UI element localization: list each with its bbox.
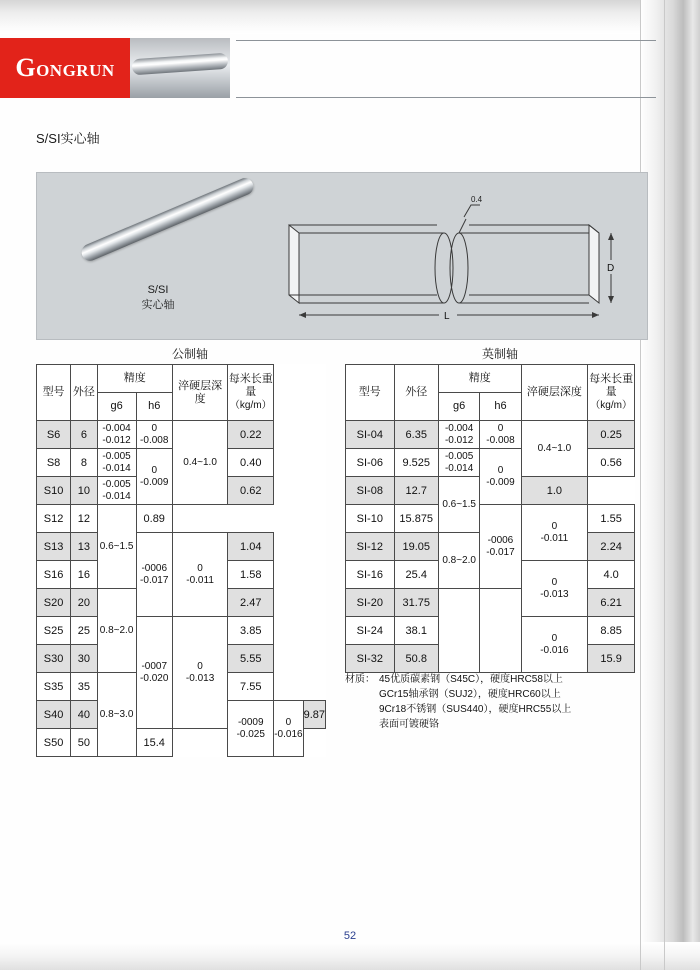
- cell-h6-tolerance: 0 -0.009: [136, 449, 172, 505]
- cell-od: 6.35: [394, 421, 438, 449]
- cell-weight: 3.85: [228, 617, 274, 645]
- material-note-line: 9Cr18不锈钢（SUS440），硬度HRC55以上: [379, 704, 572, 715]
- col-weight: [228, 365, 274, 421]
- material-note-lines: [379, 672, 645, 732]
- table-row: [37, 533, 326, 561]
- cell-weight: 0.56: [588, 449, 635, 477]
- cell-g6-tolerance: -0009 -0.025: [228, 701, 274, 757]
- cell-model: SI-20: [346, 589, 395, 617]
- page-title: S/SI实心轴: [36, 131, 100, 146]
- cell-hardened-depth: 0.6~1.5: [97, 505, 136, 589]
- cell-model: S13: [37, 533, 71, 561]
- page-curl-line: [640, 0, 641, 970]
- cell-g6-tolerance: -0.004 -0.012: [438, 421, 480, 449]
- cell-model: SI-10: [346, 505, 395, 533]
- figure-caption-line1: S/SI: [147, 284, 169, 296]
- inch-table-caption: 英制轴: [482, 347, 519, 361]
- cell-od: 38.1: [394, 617, 438, 645]
- cell-model: SI-06: [346, 449, 395, 477]
- cell-hardened-depth: [480, 589, 521, 673]
- cell-model: SI-12: [346, 533, 395, 561]
- cell-model: SI-32: [346, 645, 395, 673]
- col-g6: g6: [438, 393, 480, 421]
- table-row: [37, 421, 326, 449]
- cell-g6-tolerance: -0006 -0.017: [480, 505, 521, 589]
- roughness-label: 0.4: [471, 195, 483, 204]
- cell-hardened-depth: 0.4~1.0: [521, 421, 588, 477]
- table-header-row: [37, 365, 326, 393]
- cell-hardened-depth: 0.8~2.0: [438, 533, 480, 589]
- col-weight-label: 每米长重量: [589, 373, 634, 398]
- cell-od: 13: [71, 533, 97, 561]
- col-hardened-depth: 淬硬层深度: [521, 365, 588, 421]
- cell-weight: 6.21: [588, 589, 635, 617]
- metric-table-body: [37, 421, 326, 757]
- cell-model: S25: [37, 617, 71, 645]
- col-weight-unit: （kg/m）: [590, 400, 632, 411]
- cell-hardened-depth: 0.8~3.0: [97, 673, 136, 757]
- metric-table-caption: 公制轴: [172, 347, 209, 361]
- cell-weight: 15.4: [136, 729, 172, 757]
- cell-od: 50.8: [394, 645, 438, 673]
- material-note-line: 45优质碳素钢（S45C），硬度HRC58以上: [379, 674, 563, 685]
- col-weight: [588, 365, 635, 421]
- cell-model: S30: [37, 645, 71, 673]
- cell-model: SI-16: [346, 561, 395, 589]
- cell-od: 25: [71, 617, 97, 645]
- cell-weight: 15.9: [588, 645, 635, 673]
- col-weight-label: 每米长重量: [228, 373, 273, 398]
- cell-weight: 4.0: [588, 561, 635, 589]
- cell-model: S6: [37, 421, 71, 449]
- cell-weight: 2.24: [588, 533, 635, 561]
- brand-logo-initial: G: [15, 53, 37, 82]
- page-number: 52: [343, 930, 357, 942]
- cell-h6-tolerance: 0 -0.016: [274, 701, 303, 757]
- cell-od: 10: [71, 477, 97, 505]
- material-note-label: 材质：: [345, 674, 375, 685]
- table-row: [346, 505, 635, 533]
- cell-model: S40: [37, 701, 71, 729]
- cell-hardened-depth: 0.4~1.0: [172, 421, 227, 505]
- cell-weight: 0.40: [228, 449, 274, 477]
- diameter-label: D: [607, 263, 615, 274]
- cell-h6-tolerance: 0 -0.013: [521, 561, 588, 617]
- product-figure: [36, 172, 648, 340]
- page-right-edge: [640, 0, 700, 970]
- cell-model: SI-08: [346, 477, 395, 505]
- cell-weight: 1.55: [588, 505, 635, 533]
- col-precision: 精度: [438, 365, 521, 393]
- brand-logo-text: [15, 53, 114, 83]
- cell-g6-tolerance: -0.004 -0.012: [97, 421, 136, 449]
- cell-od: 20: [71, 589, 97, 617]
- cell-h6-tolerance: 0 -0.011: [172, 533, 227, 617]
- cell-model: S8: [37, 449, 71, 477]
- cell-weight: 1.04: [228, 533, 274, 561]
- brand-logo-rest: ONGRUN: [36, 61, 115, 80]
- page-top-edge: [0, 0, 700, 34]
- cell-model: S10: [37, 477, 71, 505]
- table-row: [346, 421, 635, 449]
- cell-weight: 1.58: [228, 561, 274, 589]
- table-row: [37, 505, 326, 533]
- cell-h6-tolerance: 0 -0.008: [136, 421, 172, 449]
- material-note-line: GCr15轴承钢（SUJ2），硬度HRC60以上: [379, 689, 561, 700]
- material-note-line: 表面可镀硬铬: [379, 719, 439, 730]
- cell-weight: 1.0: [521, 477, 588, 505]
- cell-weight: 0.89: [136, 505, 172, 533]
- header-rule: [236, 40, 656, 98]
- cell-hardened-depth: 0.6~1.5: [438, 477, 480, 533]
- col-od: 外径: [394, 365, 438, 421]
- col-g6: g6: [97, 393, 136, 421]
- cell-weight: 7.55: [228, 673, 274, 701]
- cell-h6-tolerance: 0 -0.016: [521, 617, 588, 673]
- cell-weight: 9.87: [303, 701, 325, 729]
- cell-od: 31.75: [394, 589, 438, 617]
- cell-h6-tolerance: 0 -0.008: [480, 421, 521, 449]
- cell-od: 12.7: [394, 477, 438, 505]
- cell-model: S20: [37, 589, 71, 617]
- cell-od: 9.525: [394, 449, 438, 477]
- cell-g6-tolerance: [438, 589, 480, 673]
- col-od: 外径: [71, 365, 97, 421]
- cell-model: S50: [37, 729, 71, 757]
- metric-spec-table: [36, 364, 326, 757]
- figure-caption: [123, 283, 193, 313]
- cell-od: 8: [71, 449, 97, 477]
- table-row: [37, 617, 326, 645]
- cell-model: S16: [37, 561, 71, 589]
- table-row: [346, 589, 635, 617]
- cell-od: 16: [71, 561, 97, 589]
- metric-table-head: [37, 365, 326, 421]
- inch-spec-table: [345, 364, 635, 673]
- cell-g6-tolerance: -0007 -0.020: [136, 617, 172, 729]
- cell-model: S12: [37, 505, 71, 533]
- col-precision: 精度: [97, 365, 172, 393]
- cell-model: S35: [37, 673, 71, 701]
- cell-hardened-depth: 0.8~2.0: [97, 589, 136, 673]
- cell-h6-tolerance: 0 -0.009: [480, 449, 521, 505]
- brand-logo: [0, 38, 130, 98]
- shaft-technical-drawing: [259, 187, 639, 327]
- inch-table-body: [346, 421, 635, 673]
- col-hardened-depth: 淬硬层深度: [172, 365, 227, 421]
- cell-h6-tolerance: 0 -0.011: [521, 505, 588, 561]
- cell-model: SI-24: [346, 617, 395, 645]
- table-row: [346, 449, 635, 477]
- cell-od: 19.05: [394, 533, 438, 561]
- cell-g6-tolerance: -0006 -0.017: [136, 533, 172, 617]
- cell-od: 25.4: [394, 561, 438, 589]
- cell-weight: 2.47: [228, 589, 274, 617]
- cell-model: SI-04: [346, 421, 395, 449]
- cell-weight: 5.55: [228, 645, 274, 673]
- cell-g6-tolerance: -0.005 -0.014: [97, 477, 136, 505]
- cell-od: 12: [71, 505, 97, 533]
- table-header-row: [346, 365, 635, 393]
- cell-g6-tolerance: -0.005 -0.014: [97, 449, 136, 477]
- cell-weight: 0.22: [228, 421, 274, 449]
- cell-od: 40: [71, 701, 97, 729]
- page-header: [0, 38, 700, 98]
- cell-od: 6: [71, 421, 97, 449]
- material-note: [345, 672, 645, 732]
- col-model: 型号: [37, 365, 71, 421]
- cell-h6-tolerance: 0 -0.013: [172, 617, 227, 729]
- cell-weight: 0.25: [588, 421, 635, 449]
- shaft-photo: [79, 176, 256, 264]
- cell-weight: 0.62: [228, 477, 274, 505]
- length-label: L: [444, 311, 450, 322]
- col-h6: h6: [136, 393, 172, 421]
- page-bottom-edge: [0, 942, 700, 970]
- inch-table-head: [346, 365, 635, 421]
- col-weight-unit: （kg/m）: [229, 400, 272, 411]
- figure-caption-line2: 实心轴: [141, 299, 175, 311]
- cell-od: 50: [71, 729, 97, 757]
- cell-od: 15.875: [394, 505, 438, 533]
- col-model: 型号: [346, 365, 395, 421]
- cell-g6-tolerance: -0.005 -0.014: [438, 449, 480, 477]
- page-curl-line: [664, 0, 665, 970]
- cell-od: 30: [71, 645, 97, 673]
- col-h6: h6: [480, 393, 521, 421]
- cell-od: 35: [71, 673, 97, 701]
- cell-weight: 8.85: [588, 617, 635, 645]
